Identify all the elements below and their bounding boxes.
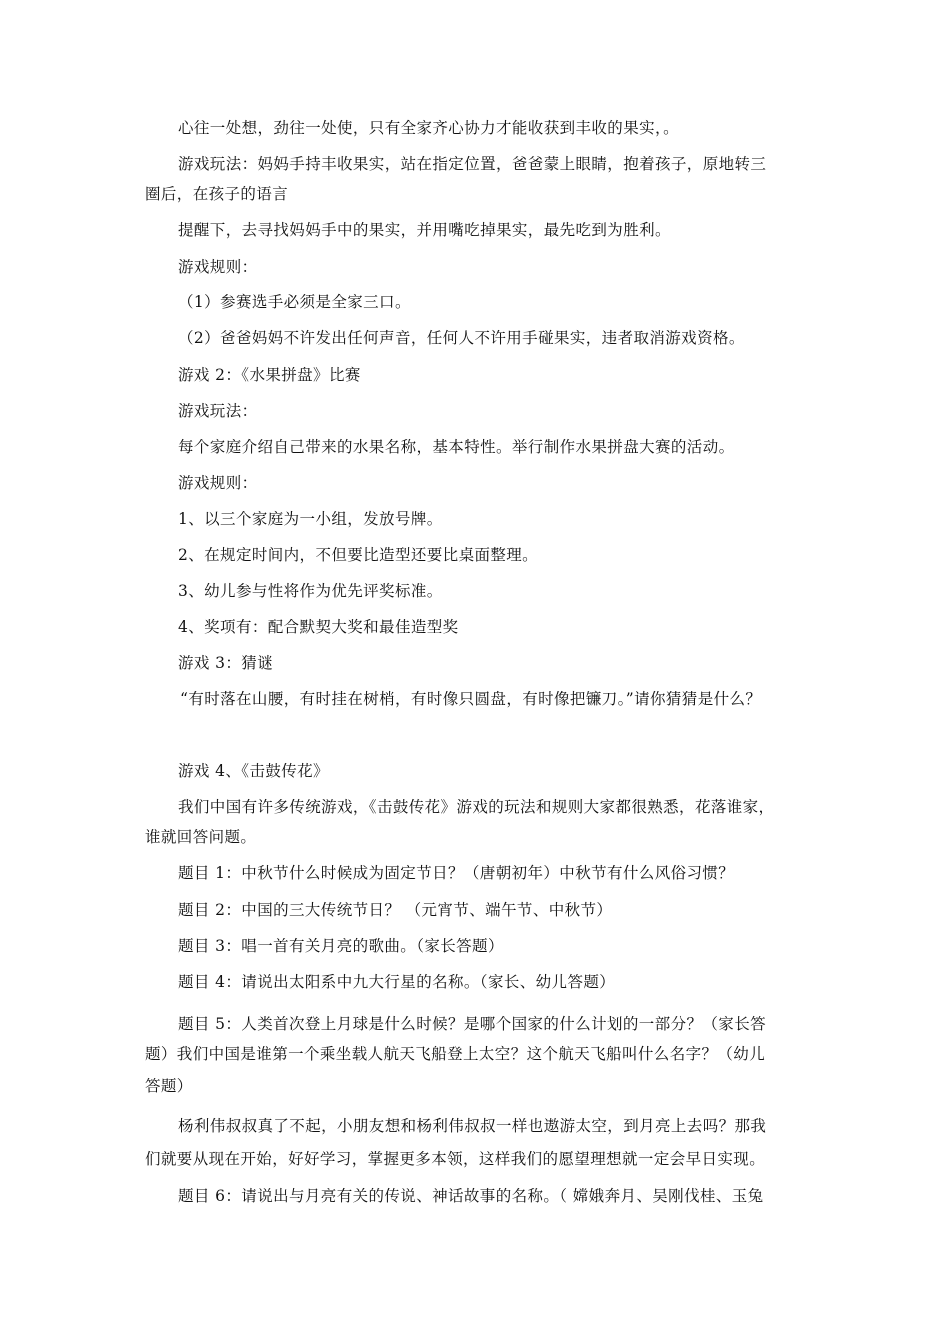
list-item: （1）参赛选手必须是全家三口。 <box>178 293 411 311</box>
paragraph-line: 们就要从现在开始，好好学习，掌握更多本领，这样我们的愿望理想就一定会早日实现。 <box>145 1150 766 1168</box>
list-item: 1、以三个家庭为一小组，发放号牌。 <box>178 510 443 528</box>
list-item: 4、奖项有：配合默契大奖和最佳造型奖 <box>178 618 459 636</box>
paragraph-line: 游戏玩法：妈妈手持丰收果实，站在指定位置，爸爸蒙上眼睛，抱着孩子，原地转三 <box>178 155 767 173</box>
list-item: 3、幼儿参与性将作为优先评奖标准。 <box>178 582 443 600</box>
question-line: 题目 2：中国的三大传统节日？ （元宵节、端午节、中秋节） <box>178 901 613 919</box>
question-line: 题目 3：唱一首有关月亮的歌曲。（家长答题） <box>178 937 504 955</box>
question-line: 题目 5：人类首次登上月球是什么时候？是哪个国家的什么计划的一部分？（家长答 <box>178 1015 766 1033</box>
paragraph-line: 杨利伟叔叔真了不起，小朋友想和杨利伟叔叔一样也遨游太空，到月亮上去吗？那我 <box>178 1117 767 1135</box>
question-line: 题目 6：请说出与月亮有关的传说、神话故事的名称。（ 嫦娥奔月、吴刚伐桂、玉兔 <box>178 1187 764 1205</box>
paragraph-line: 提醒下，去寻找妈妈手中的果实，并用嘴吃掉果实，最先吃到为胜利。 <box>178 221 671 239</box>
paragraph-line: 我们中国有许多传统游戏，《击鼓传花》游戏的玩法和规则大家都很熟悉，花落谁家， <box>178 798 775 816</box>
list-item: （2）爸爸妈妈不许发出任何声音，任何人不许用手碰果实，违者取消游戏资格。 <box>178 329 745 347</box>
paragraph-line: 游戏玩法： <box>178 402 258 420</box>
paragraph-line: 游戏规则： <box>178 474 258 492</box>
section-heading: 游戏 3：猜谜 <box>178 654 274 672</box>
paragraph-line: 谁就回答问题。 <box>145 828 257 846</box>
question-line: 题目 4：请说出太阳系中九大行星的名称。（家长、幼儿答题） <box>178 973 616 991</box>
paragraph-line: 圈后，在孩子的语言 <box>145 185 289 203</box>
question-line: 题）我们中国是谁第一个乘坐载人航天飞船登上太空？这个航天飞船叫什么名字？（幼儿 <box>145 1045 766 1063</box>
section-heading: 游戏 2：《水果拼盘》比赛 <box>178 366 361 384</box>
question-line: 答题） <box>145 1077 193 1095</box>
paragraph-line: “有时落在山腰，有时挂在树梢，有时像只圆盘，有时像把镰刀。”请你猜猜是什么？ <box>180 690 762 708</box>
paragraph-line: 游戏规则： <box>178 258 258 276</box>
section-heading: 游戏 4、《击鼓传花》 <box>178 762 329 780</box>
paragraph-line: 每个家庭介绍自己带来的水果名称，基本特性。举行制作水果拼盘大赛的活动。 <box>178 438 735 456</box>
list-item: 2、在规定时间内，不但要比造型还要比桌面整理。 <box>178 546 539 564</box>
paragraph-line: 心往一处想，劲往一处使，只有全家齐心协力才能收获到丰收的果实，。 <box>178 119 680 137</box>
question-line: 题目 1：中秋节什么时候成为固定节日？（唐朝初年）中秋节有什么风俗习惯？ <box>178 864 735 882</box>
